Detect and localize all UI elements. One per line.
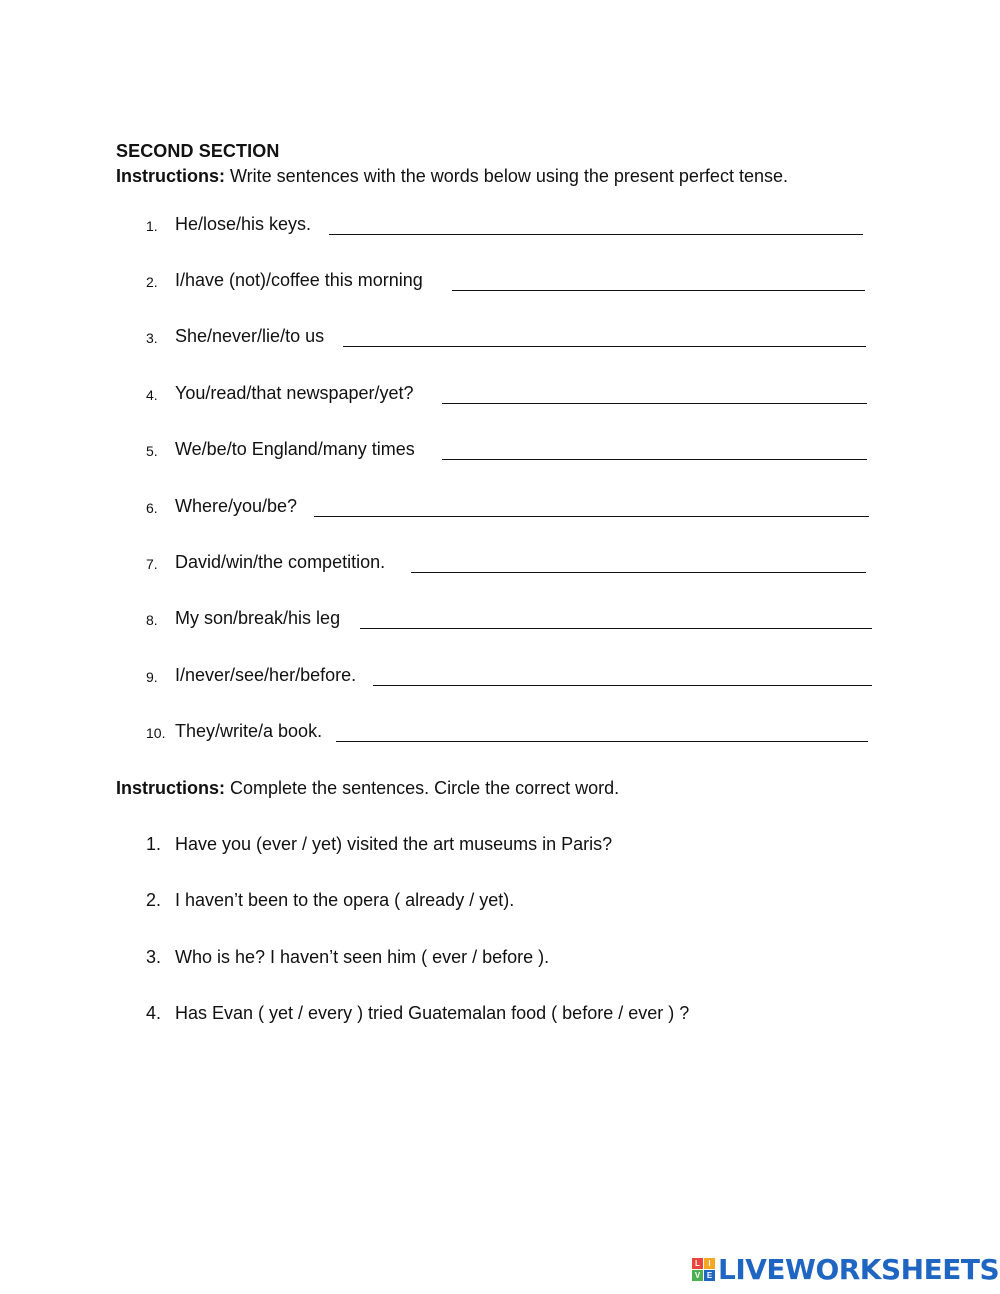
item-sentence[interactable]: Has Evan ( yet / every ) tried Guatemalan food ( before / ever ) ? [175, 1003, 690, 1023]
instructions-text: Write sentences with the words below using the present perfect tense. [225, 166, 788, 186]
item-number: 6. [146, 500, 158, 516]
answer-line[interactable] [314, 516, 869, 517]
item-prompt: My son/break/his leg [175, 608, 341, 628]
item-number: 10. [146, 725, 166, 741]
answer-line[interactable] [442, 459, 867, 460]
item-sentence[interactable]: I haven’t been to the opera ( already / yet). [175, 890, 515, 910]
instructions-part2 [116, 778, 619, 799]
item-prompt: He/lose/his keys. [175, 214, 312, 234]
answer-line[interactable] [373, 685, 872, 686]
item-prompt: David/win/the competition. [175, 552, 386, 572]
item-number: 1. [146, 218, 158, 234]
item-prompt: She/never/lie/to us [175, 326, 325, 346]
item-number: 3. [146, 330, 158, 346]
item-prompt: They/write/a book. [175, 721, 323, 741]
answer-line[interactable] [329, 234, 863, 235]
answer-line[interactable] [442, 403, 867, 404]
logo-mark-letter: I [704, 1258, 715, 1269]
item-sentence[interactable]: Have you (ever / yet) visited the art museums in Paris? [175, 834, 613, 854]
item-number: 2. [146, 890, 162, 910]
item-prompt: You/read/that newspaper/yet? [175, 383, 414, 403]
item-number: 2. [146, 274, 158, 290]
item-number: 4. [146, 1003, 162, 1023]
liveworksheets-logo [692, 1253, 999, 1285]
answer-line[interactable] [411, 572, 866, 573]
item-number: 3. [146, 947, 162, 967]
answer-line[interactable] [343, 346, 866, 347]
logo-mark-letter: E [704, 1270, 715, 1281]
instructions-part1 [116, 166, 788, 187]
section-title: SECOND SECTION [116, 141, 280, 161]
item-number: 5. [146, 443, 158, 459]
item-prompt: We/be/to England/many times [175, 439, 415, 459]
instructions-text: Complete the sentences. Circle the correct word. [225, 778, 620, 798]
logo-mark-icon [692, 1258, 715, 1281]
instructions-label: Instructions: [116, 778, 226, 798]
item-prompt: I/have (not)/coffee this morning [175, 270, 423, 290]
logo-text: LIVEWORKSHEETS [718, 1252, 1000, 1286]
item-number: 9. [146, 669, 158, 685]
instructions-label: Instructions: [116, 166, 226, 186]
item-sentence[interactable]: Who is he? I haven’t seen him ( ever / before ). [175, 947, 550, 967]
answer-line[interactable] [336, 741, 868, 742]
answer-line[interactable] [452, 290, 865, 291]
item-number: 7. [146, 556, 158, 572]
answer-line[interactable] [360, 628, 872, 629]
logo-mark-letter: L [692, 1258, 703, 1269]
item-number: 4. [146, 387, 158, 403]
item-prompt: I/never/see/her/before. [175, 665, 357, 685]
item-prompt: Where/you/be? [175, 496, 298, 516]
item-number: 8. [146, 612, 158, 628]
item-number: 1. [146, 834, 162, 854]
logo-mark-letter: V [692, 1270, 703, 1281]
